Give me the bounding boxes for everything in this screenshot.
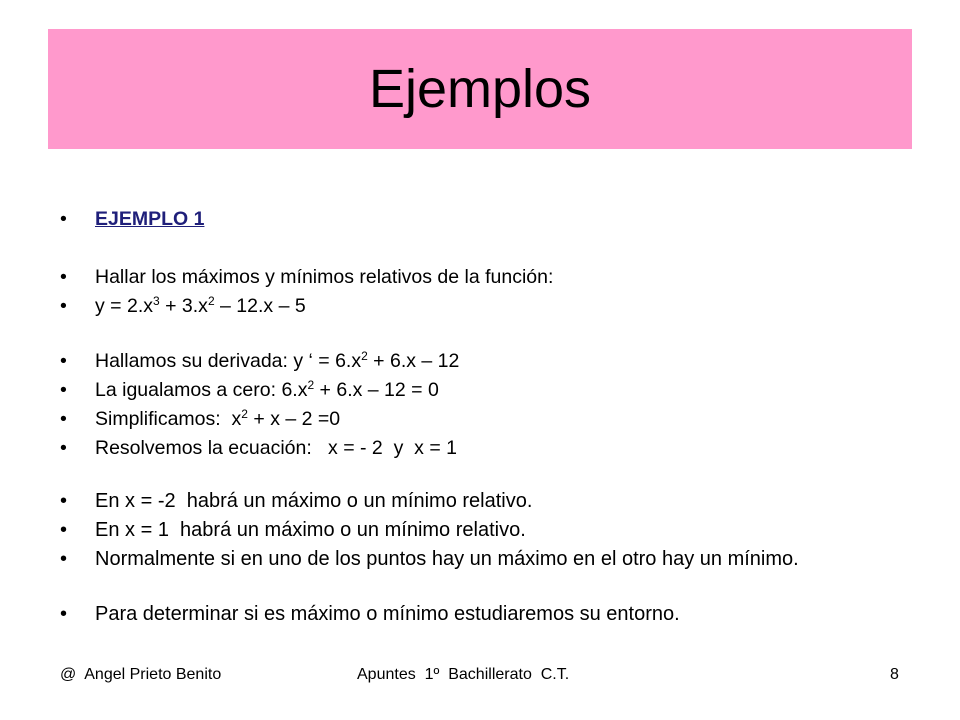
footer-author: @ Angel Prieto Benito — [60, 666, 222, 683]
bullet-text-equal-zero: La igualamos a cero: $6.x^2 + 6.x - 12 = 0$ — [95, 378, 439, 401]
bullet-para-determinar — [60, 603, 920, 625]
bullet-dot: • — [60, 379, 67, 401]
footer-course: Apuntes 1º Bachillerato C.T. — [357, 666, 570, 683]
bullet-text-simplify: Simplificamos: $x^2 + x - 2 =0$ — [95, 407, 341, 430]
bullet-dot: • — [60, 603, 68, 625]
bullet-hallar — [60, 266, 920, 288]
bullet-dot: • — [60, 295, 67, 317]
bullet-text-en-x-minus-2: En x = -2 habrá un máximo o un mínimo relativo. — [95, 490, 533, 512]
bullet-dot: • — [60, 408, 67, 430]
bullet-dot: • — [60, 519, 68, 541]
bullet-text-derivative: Hallamos su derivada: y ‘ = $6.x^2 + 6.x - 12$ — [95, 349, 460, 372]
bullet-en-x-minus-2 — [60, 490, 920, 512]
bullet-function — [60, 295, 920, 317]
bullet-text-solve: Resolvemos la ecuación: x = - 2 y x = 1 — [95, 437, 457, 459]
bullet-dot: • — [60, 490, 68, 512]
bullet-text-hallar: Hallar los máximos y mínimos relativos de la función: — [95, 266, 554, 288]
bullet-dot: • — [60, 350, 67, 372]
bullet-en-x-1 — [60, 519, 920, 541]
bullet-solve — [60, 437, 920, 459]
bullet-dot: • — [60, 208, 67, 230]
bullet-text-function: $y = 2.x^3 + 3.x^2 - 12.x - 5$ — [95, 294, 306, 317]
title-band — [48, 29, 912, 149]
bullet-normalmente — [60, 548, 920, 570]
bullet-dot: • — [60, 437, 67, 459]
bullet-derivative — [60, 350, 920, 372]
bullet-text-normalmente: Normalmente si en uno de los puntos hay un máximo en el otro hay un mínimo. — [95, 548, 799, 570]
footer-page-number: 8 — [890, 666, 899, 683]
bullet-dot: • — [60, 266, 67, 288]
bullet-dot: • — [60, 548, 68, 570]
bullet-text-en-x-1: En x = 1 habrá un máximo o un mínimo relativo. — [95, 519, 526, 541]
bullet-simplify — [60, 408, 920, 430]
example-heading: EJEMPLO 1 — [95, 208, 205, 230]
bullet-equal-zero — [60, 379, 920, 401]
slide-title: Ejemplos — [368, 59, 592, 119]
bullet-text-para-determinar: Para determinar si es máximo o mínimo estudiaremos su entorno. — [95, 603, 680, 625]
bullet-example-heading — [60, 208, 920, 230]
